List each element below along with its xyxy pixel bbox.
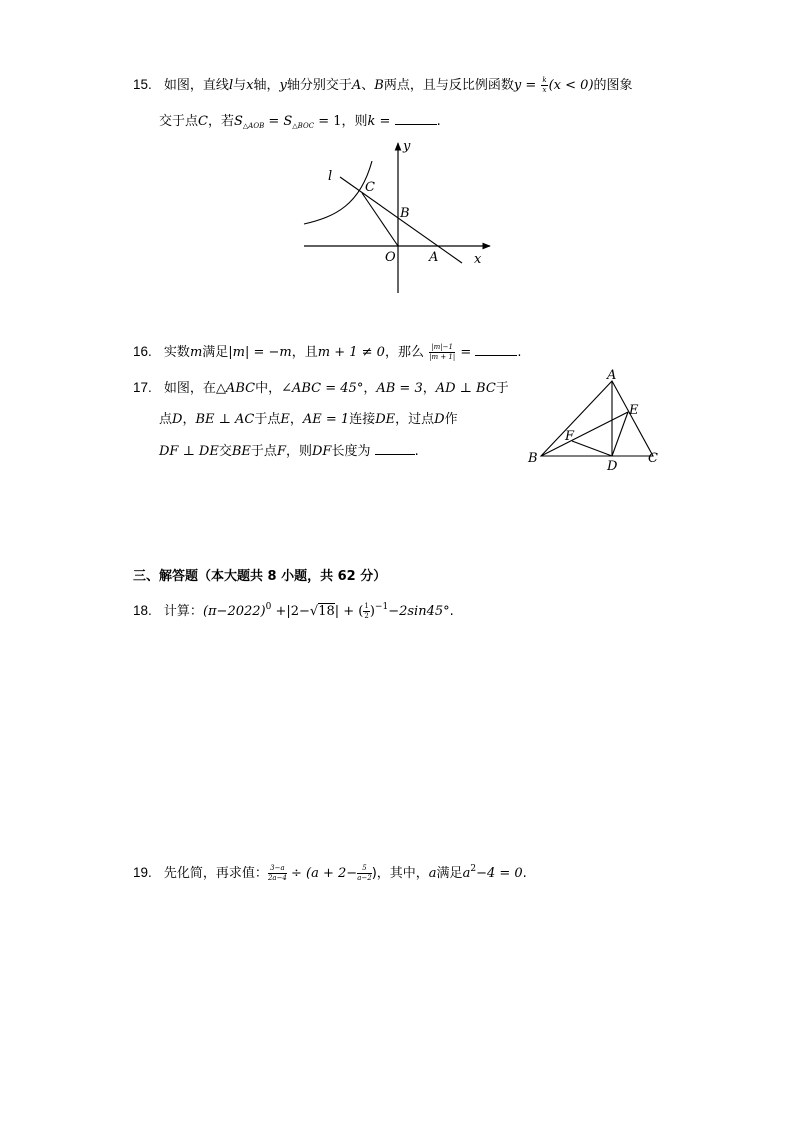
- segment-df: [572, 441, 612, 456]
- question-17-line3: DF ⊥ DE交BE于点F，则DF长度为 .: [159, 444, 419, 459]
- segment-oc: [362, 193, 398, 246]
- fraction-one-half: $\frac{1}{2}$: [364, 602, 369, 620]
- radicand: 18: [318, 604, 335, 619]
- question-15-line2: 交于点C，若$S_{\triangle AOB} = S_{\triangle BOC} = 1$，则k = .: [159, 114, 441, 130]
- question-17-line2: 点D，BE ⊥ AC于点E，AE = 1连接DE，过点D作: [159, 412, 458, 427]
- question-number: 18.: [133, 603, 152, 618]
- label-a: A: [429, 250, 439, 265]
- question-18: 18. 计算：$(\pi-2022)^0 +|2-√18|$ + ( $\frac{1}{2}$ )$^{-1}$−2sin45°.: [133, 602, 454, 620]
- fraction-5-over-a-minus-2: $\frac{5}{a-2}$: [357, 864, 372, 882]
- label-o: O: [385, 250, 396, 265]
- question-number: 16.: [133, 344, 152, 359]
- question-19: 19. 先化简，再求值： $\frac{3-a}{2a-4}$ ÷ (a + 2− $\frac{5}{a-2}$ )，其中，a满足$a^2-4 = 0$.: [133, 864, 527, 882]
- question-17-line1: 17. 如图，在△ABC中，∠ABC = 45°，AB = 3，AD ⊥ BC于: [133, 380, 509, 396]
- answer-blank[interactable]: [475, 343, 517, 356]
- label-x: x: [474, 252, 482, 267]
- figure-q15-coordinate-graph: [290, 135, 500, 300]
- answer-blank[interactable]: [395, 112, 437, 125]
- label-b: B: [400, 206, 410, 221]
- triangle-abc: [541, 381, 653, 456]
- label-c: C: [648, 451, 658, 466]
- label-d: D: [607, 459, 618, 474]
- question-16: 16. 实数m满足|m| = −m，且m + 1 ≠ 0，那么 $\frac{|m|-1}{|m + 1|}$ = .: [133, 343, 522, 361]
- sqrt-sign: √: [309, 604, 319, 619]
- fraction-3-minus-a: $\frac{3-a}{2a-4}$: [267, 864, 287, 882]
- label-c: C: [365, 180, 375, 195]
- question-15-line1: 15. 如图，直线l与x轴，y轴分别交于A、B两点，且与反比例函数y = $\frac{k}{x}$ (x < 0)的图象: [133, 76, 633, 94]
- label-e: E: [629, 403, 639, 418]
- section-heading: 三、解答题（本大题共 8 小题，共 62 分）: [133, 569, 387, 584]
- fraction-abs-m: $\frac{|m|-1}{|m + 1|}$: [429, 343, 456, 361]
- label-l: l: [328, 169, 333, 184]
- label-f: F: [565, 429, 575, 444]
- label-b: B: [528, 451, 538, 466]
- fraction-k-over-x: $\frac{k}{x}$: [542, 76, 547, 94]
- question-number: 17.: [133, 380, 152, 395]
- question-number: 15.: [133, 77, 152, 92]
- label-a: A: [607, 368, 617, 383]
- figure-q17-triangle: [520, 368, 670, 476]
- label-y: y: [403, 139, 411, 154]
- question-number: 19.: [133, 865, 152, 880]
- answer-blank[interactable]: [375, 442, 415, 455]
